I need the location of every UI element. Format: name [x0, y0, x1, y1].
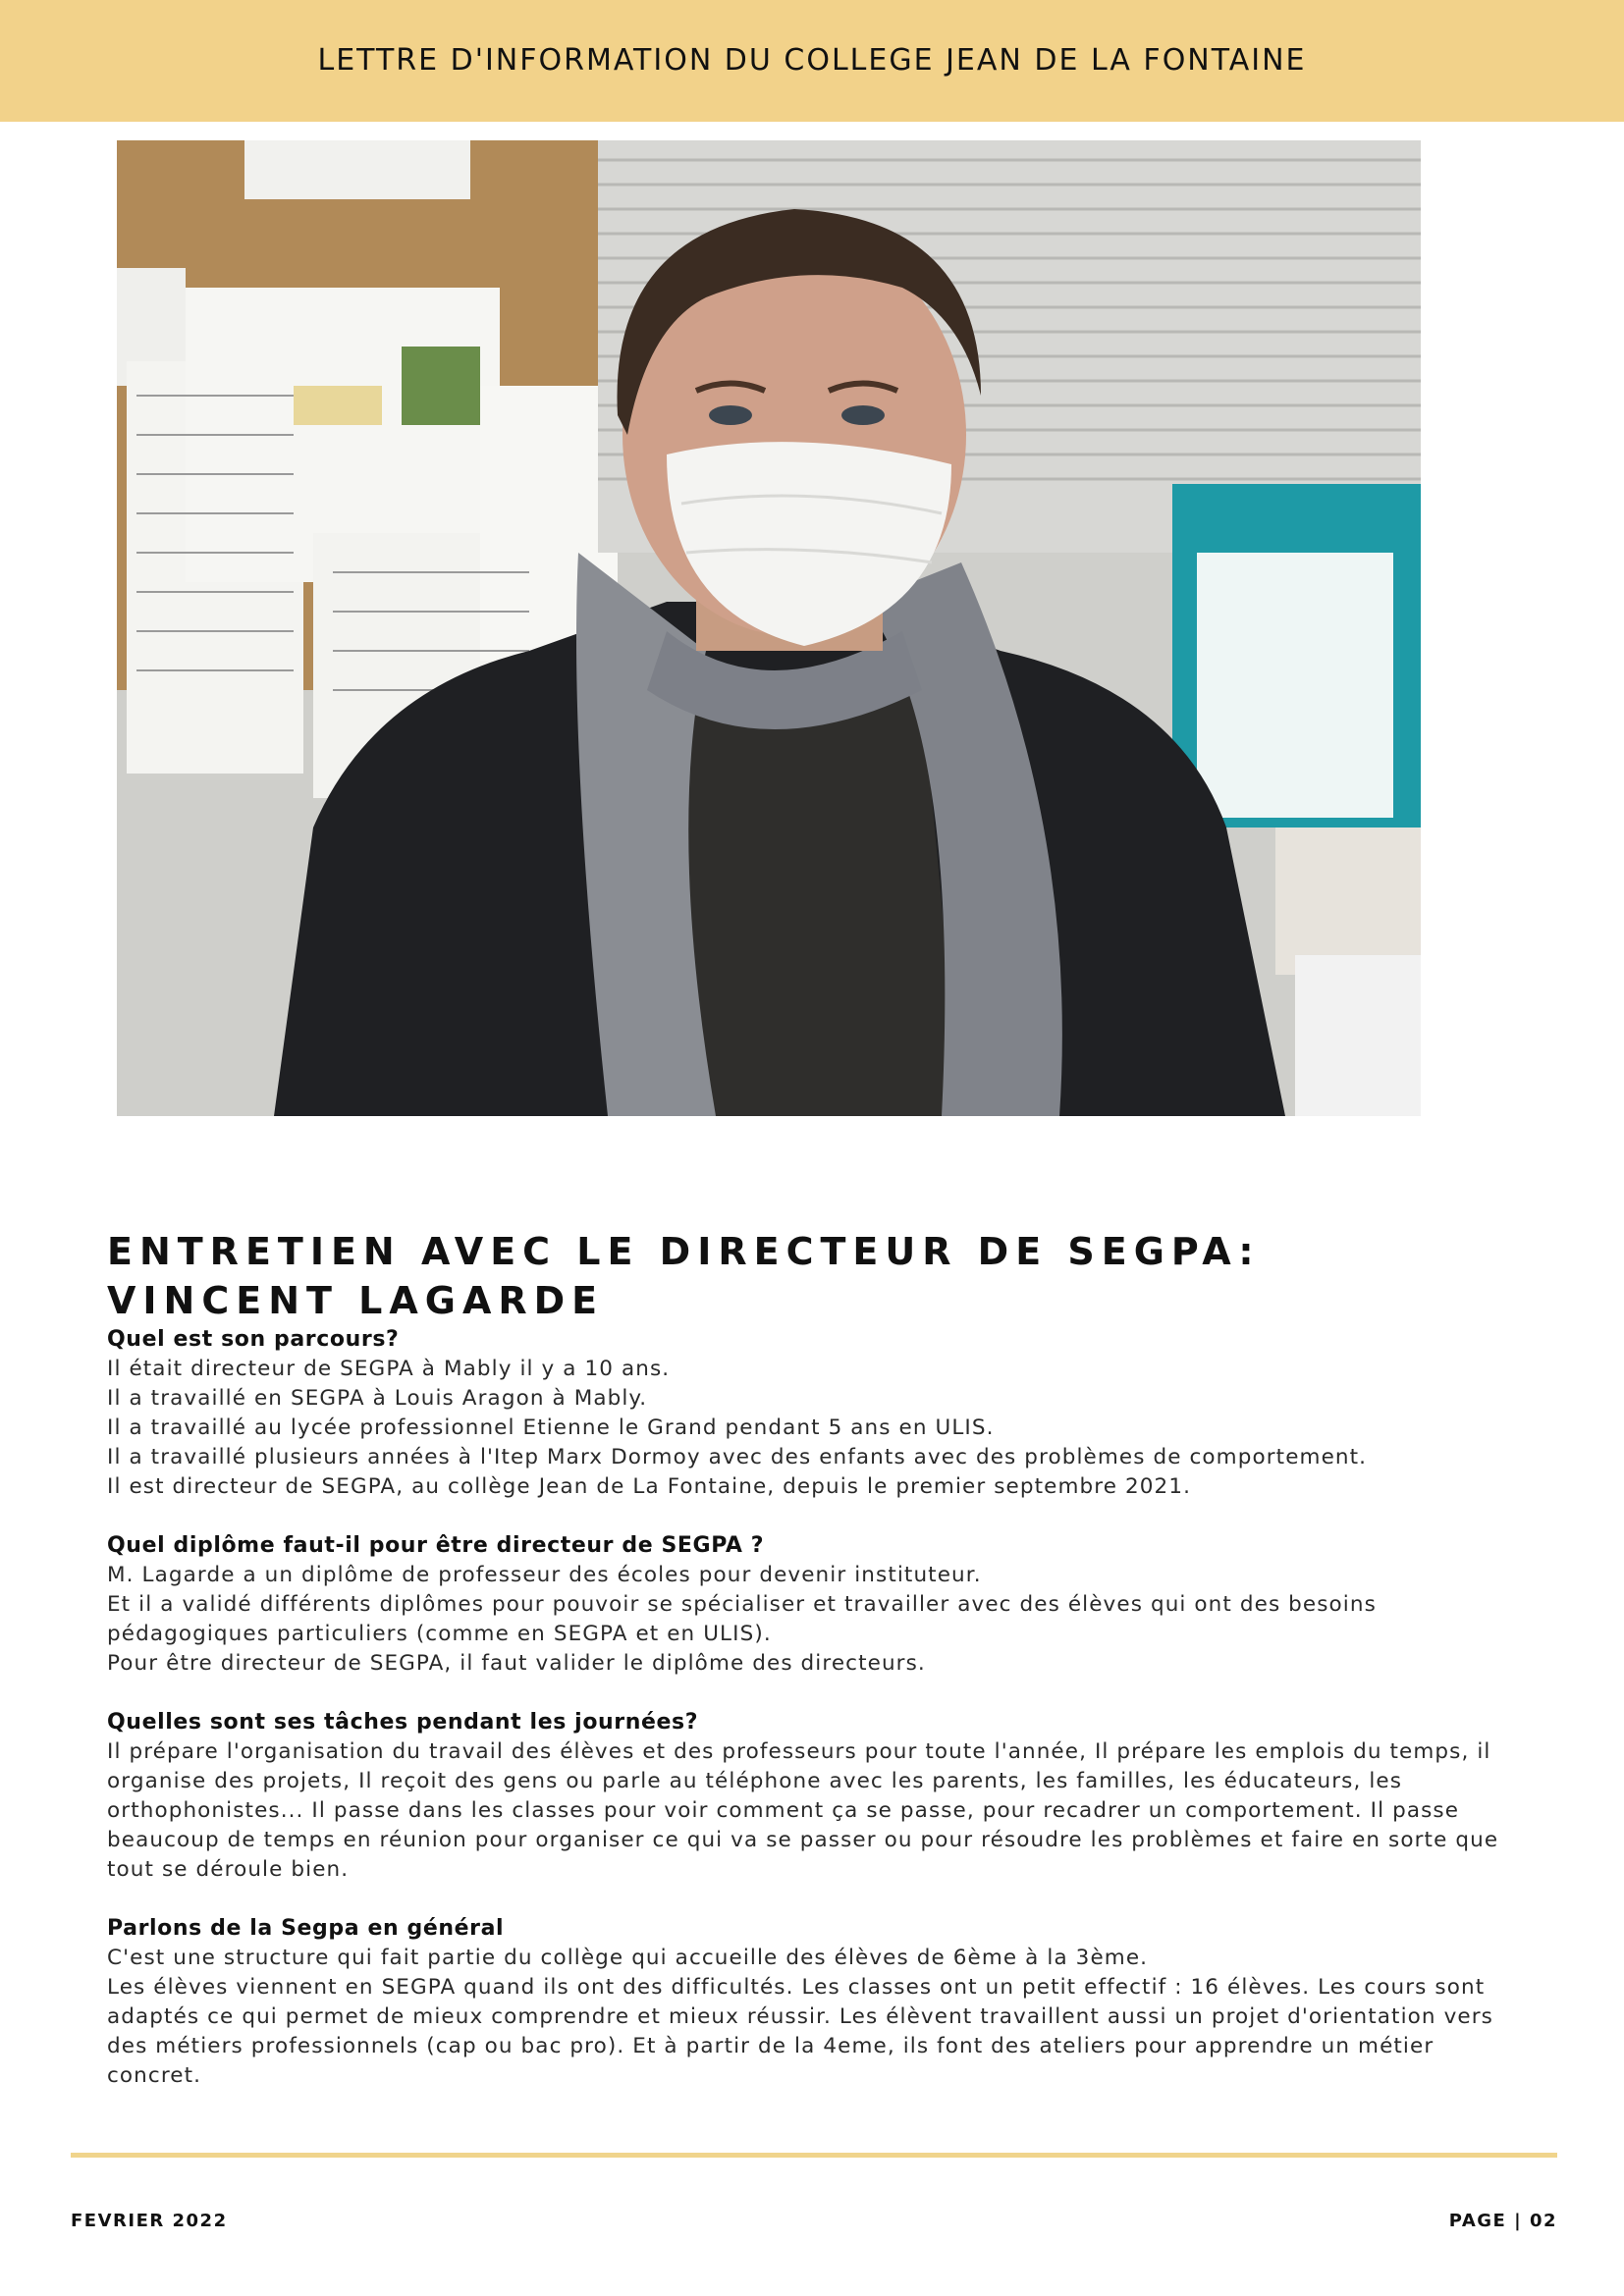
footer-page-number: PAGE | 02	[1448, 2211, 1557, 2231]
section-question: Parlons de la Segpa en général	[107, 1916, 505, 1941]
section-line: Il était directeur de SEGPA à Mably il y a 10 ans.	[107, 1357, 671, 1381]
interview-photo	[117, 140, 1421, 1116]
section-diplome	[107, 1531, 1521, 1679]
section-line: Pour être directeur de SEGPA, il faut valider le diplôme des directeurs.	[107, 1651, 926, 1676]
section-parcours	[107, 1325, 1521, 1502]
section-line: C'est une structure qui fait partie du collège qui accueille des élèves de 6ème à la 3ème.	[107, 1946, 1149, 1970]
headline-line-1: ENTRETIEN AVEC LE DIRECTEUR DE SEGPA:	[107, 1230, 1261, 1273]
section-question: Quel est son parcours?	[107, 1327, 400, 1352]
section-question: Quelles sont ses tâches pendant les journées?	[107, 1710, 699, 1735]
section-line: Il a travaillé plusieurs années à l'Itep Marx Dormoy avec des enfants avec des problèmes de comportement.	[107, 1445, 1368, 1469]
footer-divider	[71, 2153, 1557, 2158]
section-question: Quel diplôme faut-il pour être directeur de SEGPA ?	[107, 1533, 765, 1558]
header-banner	[0, 0, 1624, 122]
section-line: Il a travaillé en SEGPA à Louis Aragon à Mably.	[107, 1386, 648, 1411]
headline-line-2: VINCENT LAGARDE	[107, 1279, 605, 1322]
footer-date: FEVRIER 2022	[71, 2211, 228, 2231]
section-line: Les élèves viennent en SEGPA quand ils ont des difficultés. Les classes ont un petit effectif : 16 élèves. Les cours sont adaptés ce qui permet de mieux comprendre et mieux réussir. Les élèvent travaillent aussi un projet d'orientation vers des métiers professionnels (cap ou bac pro). Et à partir de la 4eme, ils font des ateliers pour apprendre un métier concret.	[107, 1975, 1493, 2088]
person-photo-icon	[117, 140, 1421, 1116]
section-line: Il prépare l'organisation du travail des élèves et des professeurs pour toute l'année, Il prépare les emplois du temps, il organise des projets, Il reçoit des gens ou parle au téléphone avec les parents, les familles, les éducateurs, les orthophonistes... Il passe dans les classes pour voir comment ça se passe, pour recadrer un comportement. Il passe beaucoup de temps en réunion pour organiser ce qui va se passer ou pour résoudre les problèmes et faire en sorte que tout se déroule bien.	[107, 1739, 1499, 1882]
section-line: Il est directeur de SEGPA, au collège Jean de La Fontaine, depuis le premier septembre 2021.	[107, 1474, 1192, 1499]
newsletter-title: LETTRE D'INFORMATION DU COLLEGE JEAN DE LA FONTAINE	[317, 42, 1307, 78]
article-headline	[107, 1227, 1521, 1325]
interview-article	[107, 1227, 1521, 2091]
section-taches	[107, 1708, 1521, 1885]
section-line: M. Lagarde a un diplôme de professeur des écoles pour devenir instituteur.	[107, 1563, 982, 1587]
section-segpa	[107, 1914, 1521, 2091]
section-line: Et il a validé différents diplômes pour pouvoir se spécialiser et travailler avec des élèves qui ont des besoins pédagogiques particuliers (comme en SEGPA et en ULIS).	[107, 1592, 1377, 1646]
section-line: Il a travaillé au lycée professionnel Etienne le Grand pendant 5 ans en ULIS.	[107, 1415, 995, 1440]
